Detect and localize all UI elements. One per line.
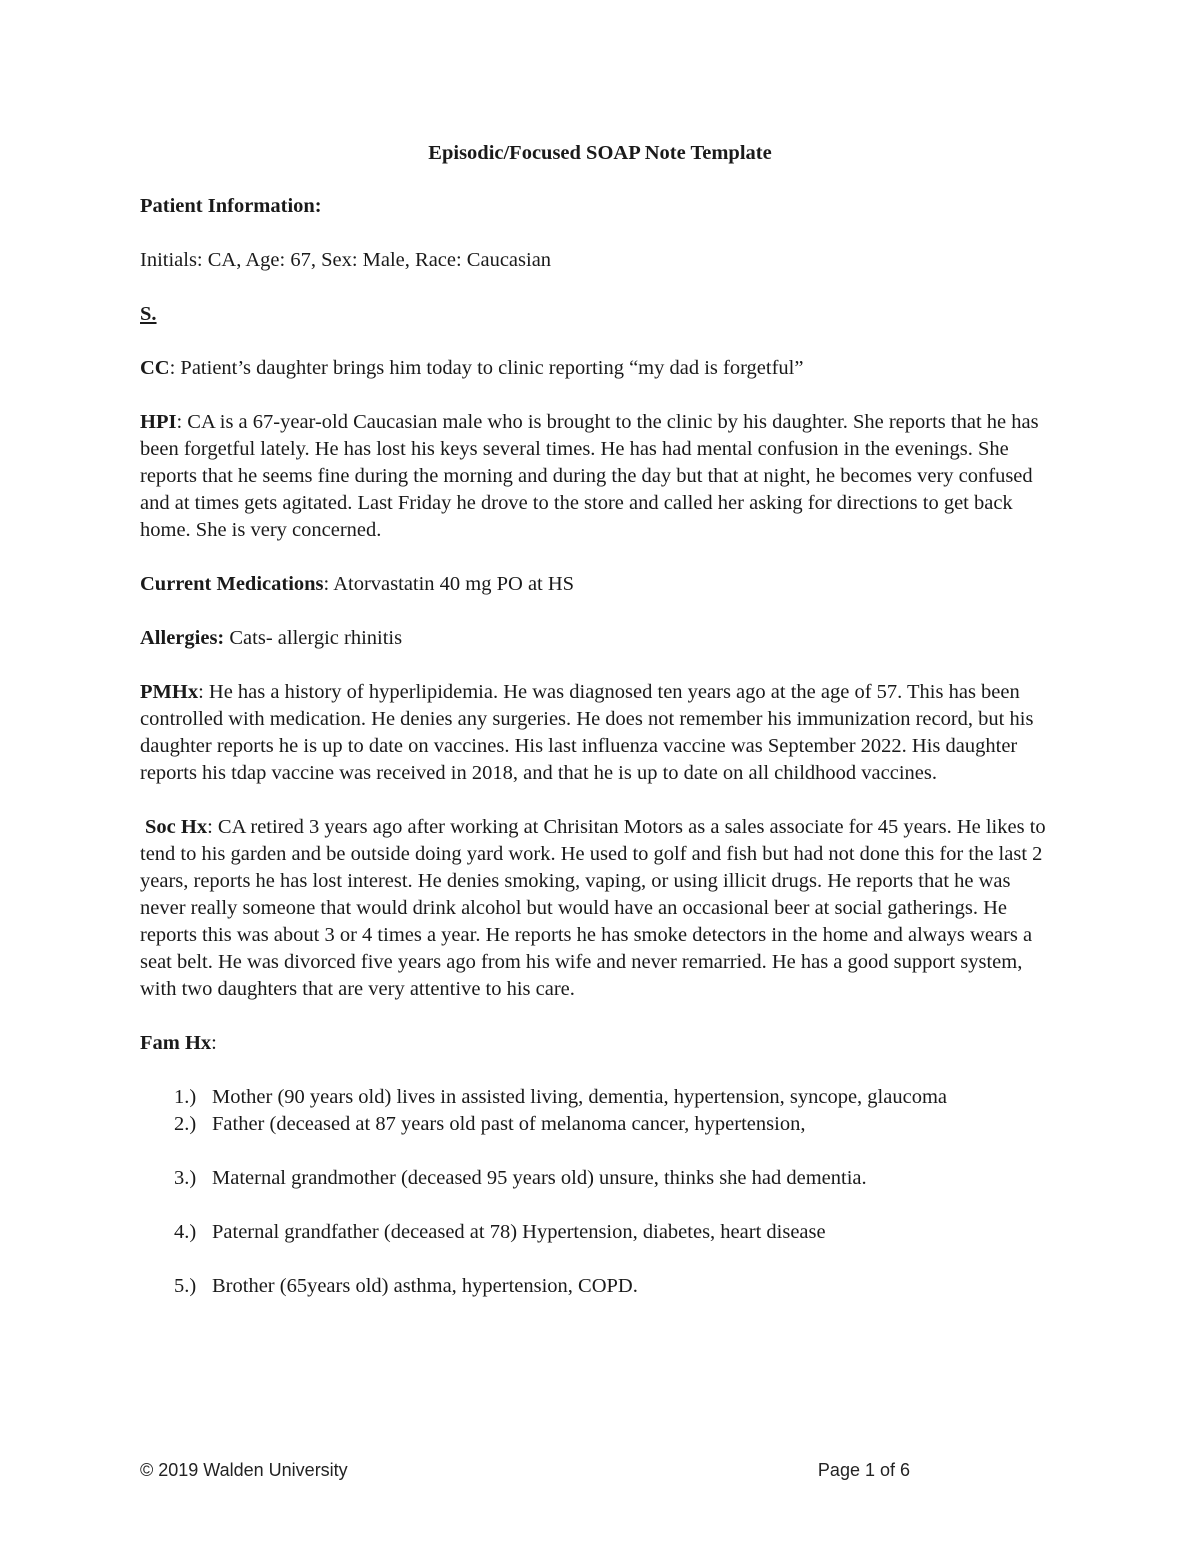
subjective-section-label [140,301,1060,328]
footer-page-number: Page 1 of 6 [817,1460,910,1480]
cc-text: : Patient’s daughter brings him today to clinic reporting “my dad is forgetful” [169,357,804,379]
hpi-label: HPI [140,411,177,433]
list-spacer [174,1246,1060,1273]
allergies-label: Allergies: [140,627,225,649]
fam-hx-list [140,1084,1060,1300]
list-item-number: 5.) [174,1275,197,1297]
allergies-paragraph [140,625,1060,652]
list-spacer [174,1192,1060,1219]
list-item-number: 3.) [174,1167,197,1189]
list-item-number: 2.) [174,1113,197,1135]
patient-info-line: Initials: CA, Age: 67, Sex: Male, Race: Caucasian [140,249,552,271]
list-item-text: Mother (90 years old) lives in assisted living, dementia, hypertension, syncope, glaucoma [212,1086,947,1108]
fam-hx-label: Fam Hx [140,1032,212,1054]
cc-label: CC [140,357,170,379]
list-item [174,1165,1060,1192]
list-item-text: Maternal grandmother (deceased 95 years old) unsure, thinks she had dementia. [212,1167,867,1189]
hpi-text: : CA is a 67-year-old Caucasian male who is brought to the clinic by his daughter. She reports that he has been forgetful lately. He has lost his keys several times. He has had mental confusion in the evenings. She reports that he seems fine during the morning and during the day but that at night, he becomes very confused and at times gets agitated. Last Friday he drove to the store and called her asking for directions to get back home. She is very concerned. [140,411,1039,541]
medications-paragraph [140,571,1060,598]
allergies-text: Cats- allergic rhinitis [224,627,403,649]
page-footer [140,1460,910,1481]
soc-hx-paragraph [140,814,1060,1003]
fam-hx-heading [140,1030,1060,1057]
list-spacer [174,1138,1060,1165]
list-item [174,1219,1060,1246]
patient-info-heading [140,193,1060,220]
list-item [174,1273,1060,1300]
pmhx-paragraph [140,679,1060,787]
subjective-label: S. [140,303,157,325]
document-title: Episodic/Focused SOAP Note Template [428,142,772,164]
list-item [174,1084,1060,1111]
pmhx-text: : He has a history of hyperlipidemia. He was diagnosed ten years ago at the age of 57. This has been controlled with medication. He denies any surgeries. He does not remember his immunization record, but his daughter reports he is up to date on vaccines. His last influenza vaccine was September 2022. His daughter reports his tdap vaccine was received in 2018, and that he is up to date on all childhood vaccines. [140,681,1034,784]
fam-hx-colon: : [211,1032,217,1054]
list-item-text: Brother (65years old) asthma, hypertension, COPD. [212,1275,638,1297]
soc-hx-label: Soc Hx [145,816,208,838]
footer-copyright: © 2019 Walden University [140,1460,348,1480]
list-item-text: Father (deceased at 87 years old past of melanoma cancer, hypertension, [212,1113,806,1135]
document-body [140,140,1060,1300]
pmhx-label: PMHx [140,681,199,703]
patient-info-heading-label: Patient Information: [140,195,322,217]
hpi-paragraph [140,409,1060,544]
medications-text: : Atorvastatin 40 mg PO at HS [323,573,575,595]
list-item-text: Paternal grandfather (deceased at 78) Hypertension, diabetes, heart disease [212,1221,826,1243]
medications-label: Current Medications [140,573,324,595]
list-item [174,1111,1060,1138]
list-item-number: 1.) [174,1086,197,1108]
chief-complaint [140,355,1060,382]
list-item-number: 4.) [174,1221,197,1243]
soc-hx-text: : CA retired 3 years ago after working at Chrisitan Motors as a sales associate for 45 years. He likes to tend to his garden and be outside doing yard work. He used to golf and fish but had not done this for the last 2 years, reports he has lost interest. He denies smoking, vaping, or using illicit drugs. He reports that he was never really someone that would drink alcohol but would have an occasional beer at social gatherings. He reports this was about 3 or 4 times a year. He reports he has smoke detectors in the home and always wears a seat belt. He was divorced five years ago from his wife and never remarried. He has a good support system, with two daughters that are very attentive to his care. [140,816,1046,1000]
